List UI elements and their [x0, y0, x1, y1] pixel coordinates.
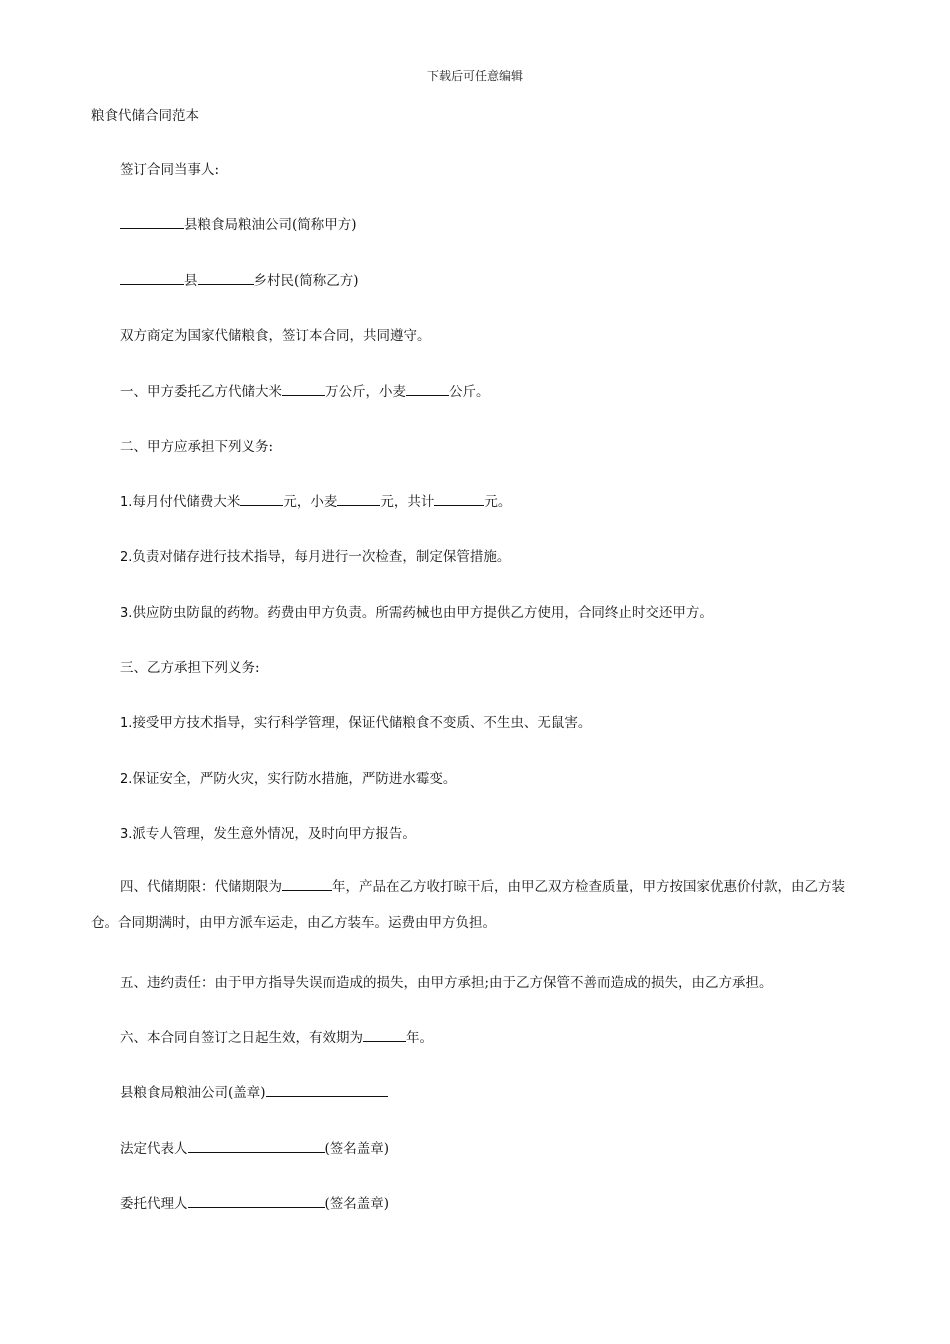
clause-3-item-3-text: 派专人管理，发生意外情况，及时向甲方报告。 — [132, 826, 416, 842]
parties-intro: 签订合同当事人: — [120, 162, 220, 178]
party-b-mid: 县 — [184, 273, 198, 289]
clause-4 — [91, 869, 866, 941]
signature-agent — [120, 1192, 389, 1212]
company-seal-blank — [266, 1083, 388, 1097]
clause-2-item-1-number: 1. — [120, 495, 133, 510]
clause-2-item-2-text: 负责对储存进行技术指导，每月进行一次检查，制定保管措施。 — [132, 549, 511, 565]
clause-2-item-1 — [120, 490, 511, 510]
clause-2-item-1-mid2: 元，共计 — [380, 494, 435, 510]
clause-2-item-2-number: 2. — [120, 550, 133, 565]
clause-2-item-1-pre: 每月付代储费大米 — [132, 494, 241, 510]
storage-period-blank — [282, 877, 332, 891]
clause-3-item-1 — [120, 711, 591, 731]
document-title: 粮食代储合同范本 — [91, 108, 199, 124]
rice-fee-blank — [240, 492, 283, 506]
party-b-township-blank — [198, 271, 254, 285]
party-b-line — [120, 269, 359, 289]
clause-6 — [120, 1026, 433, 1046]
legal-rep-label: 法定代表人 — [120, 1141, 188, 1157]
clause-3-item-2-number: 2. — [120, 772, 133, 787]
clause-3-item-1-number: 1. — [120, 716, 133, 731]
signature-company — [120, 1081, 388, 1101]
agent-blank — [188, 1194, 325, 1208]
clause-2-item-3-text: 供应防虫防鼠的药物。药费由甲方负责。所需药械也由甲方提供乙方使用，合同终止时交还甲方。 — [132, 605, 713, 621]
wheat-fee-blank — [337, 492, 380, 506]
validity-period-blank — [363, 1028, 406, 1042]
clause-3-item-3 — [120, 822, 416, 842]
agent-suffix: (签名盖章) — [324, 1196, 390, 1212]
clause-3-item-3-number: 3. — [120, 827, 133, 842]
clause-3-heading: 三、乙方承担下列义务: — [120, 660, 260, 676]
clause-3-item-2-text: 保证安全，严防火灾，实行防水措施，严防进水霉变。 — [132, 771, 457, 787]
clause-1-post: 公斤。 — [449, 384, 490, 400]
signature-legal-rep — [120, 1137, 389, 1157]
party-a-county-blank — [120, 215, 184, 229]
clause-2-item-1-mid1: 元，小麦 — [283, 494, 338, 510]
legal-rep-suffix: (签名盖章) — [324, 1141, 390, 1157]
clause-2-heading: 二、甲方应承担下列义务: — [120, 439, 274, 455]
clause-1 — [120, 380, 490, 400]
clause-3-item-1-text: 接受甲方技术指导，实行科学管理，保证代储粮食不变质、不生虫、无鼠害。 — [132, 715, 592, 731]
clause-6-post: 年。 — [406, 1030, 433, 1046]
party-a-line — [120, 213, 357, 233]
clause-2-item-3 — [120, 601, 713, 621]
clause-1-mid: 万公斤，小麦 — [325, 384, 406, 400]
agent-label: 委托代理人 — [120, 1196, 188, 1212]
clause-4-pre: 四、代储期限：代储期限为 — [120, 879, 282, 895]
party-b-county-blank — [120, 271, 184, 285]
clause-2-item-1-post: 元。 — [484, 494, 512, 510]
clause-4-post: 年，产品在乙方收打晾干后，由甲乙双方检查质量，甲方按国家优惠价付款，由乙方装仓。合同期满时，由甲方派车运走，由乙方装车。运费由甲方负担。 — [91, 879, 845, 931]
rice-amount-blank — [282, 382, 325, 396]
agreement-statement: 双方商定为国家代储粮食，签订本合同，共同遵守。 — [120, 328, 431, 344]
clause-6-pre: 六、本合同自签订之日起生效，有效期为 — [120, 1030, 363, 1046]
clause-5: 五、违约责任：由于甲方指导失误而造成的损失，由甲方承担;由于乙方保管不善而造成的损失，由乙方承担。 — [120, 975, 773, 991]
legal-rep-blank — [188, 1139, 325, 1153]
clause-1-pre: 一、甲方委托乙方代储大米 — [120, 384, 282, 400]
signature-company-label: 县粮食局粮油公司(盖章) — [120, 1085, 266, 1101]
party-a-suffix: 县粮食局粮油公司(简称甲方) — [184, 217, 357, 233]
header-note: 下载后可任意编辑 — [426, 69, 523, 83]
party-b-suffix: 乡村民(简称乙方) — [253, 273, 359, 289]
clause-2-item-3-number: 3. — [120, 606, 133, 621]
total-fee-blank — [434, 492, 484, 506]
clause-3-item-2 — [120, 767, 456, 787]
clause-2-item-2 — [120, 545, 510, 565]
wheat-amount-blank — [406, 382, 449, 396]
